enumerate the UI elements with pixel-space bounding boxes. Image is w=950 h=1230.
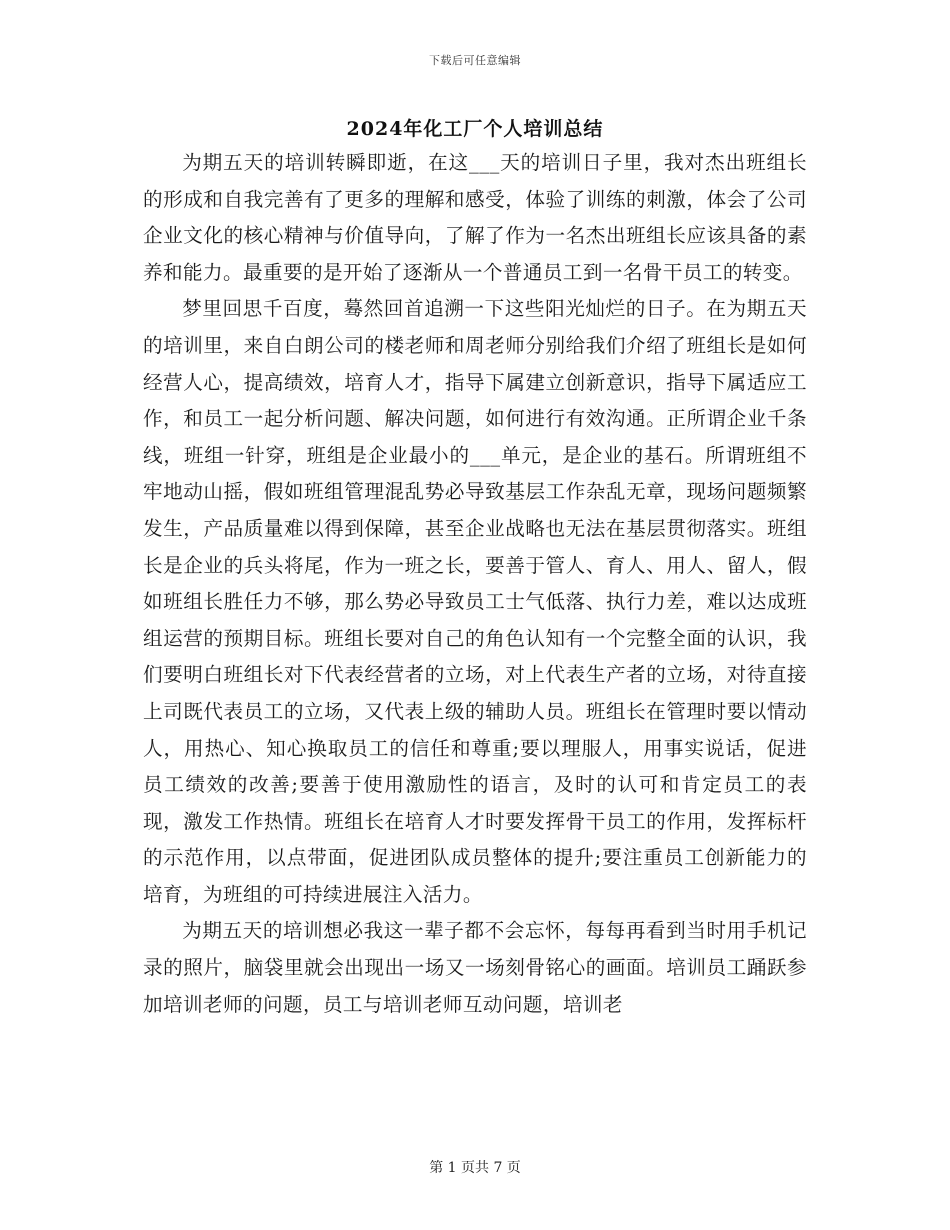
document-title: 2024年化工厂个人培训总结: [346, 118, 604, 140]
document-body: [143, 145, 807, 1023]
paragraph-1: 为期五天的培训转瞬即逝，在这___天的培训日子里，我对杰出班组长的形成和自我完善有了更多的理解和感受，体验了训练的刺激，体会了公司企业文化的核心精神与价值导向，了解了作为一名杰出班组长应该具备的素养和能力。最重要的是开始了逐渐从一个普通员工到一名骨干员工的转变。: [143, 151, 807, 284]
page-number: 第 1 页共 7 页: [429, 1160, 521, 1176]
page-header-note: 下载后可任意编辑: [429, 54, 521, 67]
paragraph-3: 为期五天的培训想必我这一辈子都不会忘怀，每每再看到当时用手机记录的照片，脑袋里就会出现出一场又一场刻骨铭心的画面。培训员工踊跃参加培训老师的问题，员工与培训老师互动问题，培训老: [143, 919, 807, 1016]
paragraph-2: 梦里回思千百度，蓦然回首追溯一下这些阳光灿烂的日子。在为期五天的培训里，来自白朗公司的楼老师和周老师分别给我们介绍了班组长是如何经营人心，提高绩效，培育人才，指导下属建立创新意识，指导下属适应工作，和员工一起分析问题、解决问题，如何进行有效沟通。正所谓企业千条线，班组一针穿，班组是企业最小的___单元，是企业的基石。所谓班组不牢地动山摇，假如班组管理混乱势必导致基层工作杂乱无章，现场问题频繁发生，产品质量难以得到保障，甚至企业战略也无法在基层贯彻落实。班组长是企业的兵头将尾，作为一班之长，要善于管人、育人、用人、留人，假如班组长胜任力不够，那么势必导致员工士气低落、执行力差，难以达成班组运营的预期目标。班组长要对自己的角色认知有一个完整全面的认识，我们要明白班组长对下代表经营者的立场，对上代表生产者的立场，对待直接上司既代表员工的立场，又代表上级的辅助人员。班组长在管理时要以情动人，用热心、知心换取员工的信任和尊重;要以理服人，用事实说话，促进员工绩效的改善;要善于使用激励性的语言，及时的认可和肯定员工的表现，激发工作热情。班组长在培育人才时要发挥骨干员工的作用，发挥标杆的示范作用，以点带面，促进团队成员整体的提升;要注重员工创新能力的培育，为班组的可持续进展注入活力。: [143, 297, 807, 906]
